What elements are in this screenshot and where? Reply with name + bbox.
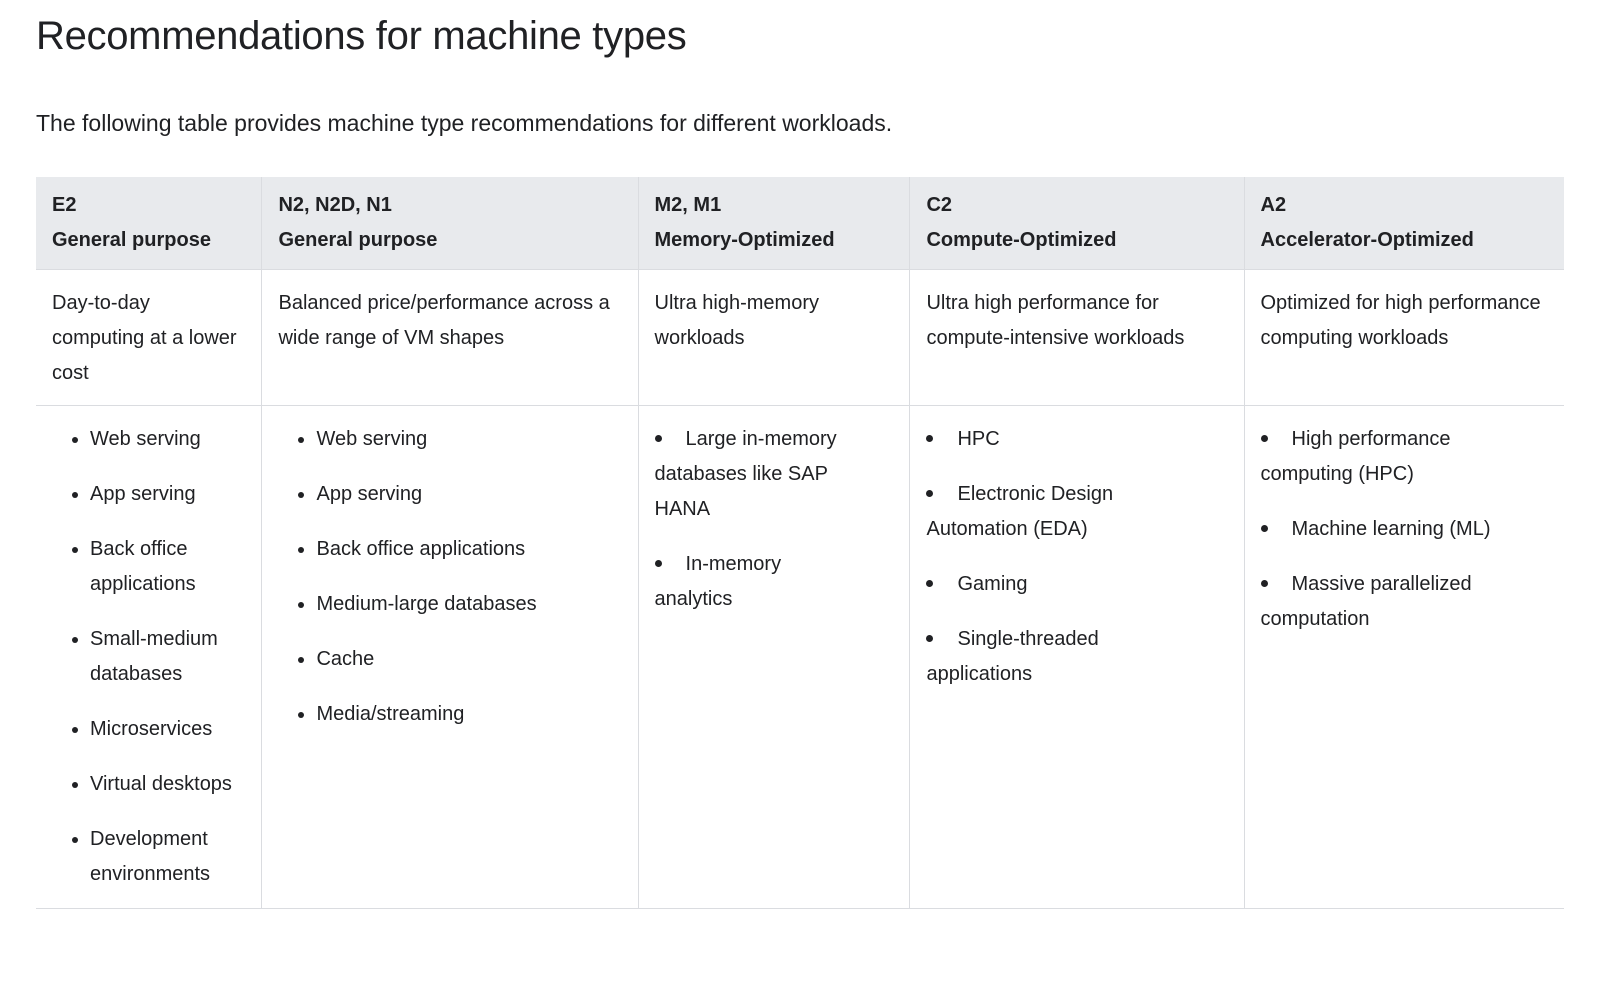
workloads-list [278, 422, 621, 732]
header-cell-c2 [910, 177, 1244, 270]
description-cell-c2: Ultra high performance for compute-intensive workloads [910, 270, 1244, 406]
workload-item: • Media/streaming [316, 697, 621, 732]
header-cell-m2 [638, 177, 910, 270]
page-title: Recommendations for machine types [36, 14, 687, 58]
workloads-cell-a2 [1244, 406, 1564, 909]
workload-item: • App serving [316, 477, 621, 512]
description-cell-n2: Balanced price/performance across a wide range of VM shapes [262, 270, 638, 406]
header-cell-n2 [262, 177, 638, 270]
workload-item: High performance computing (HPC) [1261, 422, 1509, 492]
workload-item: • Cache [316, 642, 621, 677]
workloads-cell-e2 [36, 406, 262, 909]
machine-series-category: Compute-Optimized [926, 229, 1117, 251]
machine-series-category: General purpose [278, 229, 438, 251]
workloads-list [52, 422, 245, 892]
machine-types-table [36, 177, 1564, 909]
header-cell-a2 [1244, 177, 1564, 270]
machine-series-name: E2 [52, 194, 77, 216]
workload-item: Machine learning (ML) [1261, 512, 1509, 547]
intro-text: The following table provides machine type recommendations for different workloads. [36, 110, 893, 136]
workloads-cell-c2 [910, 406, 1244, 909]
machine-series-category: Memory-Optimized [654, 229, 835, 251]
workloads-cell-m2 [638, 406, 910, 909]
description-cell-m2: Ultra high-memory workloads [638, 270, 910, 406]
workload-item: Electronic Design Automation (EDA) [926, 477, 1187, 547]
workload-item: Gaming [926, 567, 1187, 602]
workload-item: In-memory analytics [655, 547, 854, 617]
workload-item: • Web serving [90, 422, 245, 457]
table-header-row [36, 177, 1564, 270]
machine-series-category: Accelerator-Optimized [1260, 229, 1474, 251]
workload-item: HPC [926, 422, 1187, 457]
workload-item: Single-threaded applications [926, 622, 1187, 692]
workload-item: Massive parallelized computation [1261, 567, 1509, 637]
workloads-list [1261, 422, 1549, 637]
workloads-cell-n2 [262, 406, 638, 909]
workloads-list [655, 422, 894, 617]
machine-series-category: General purpose [52, 229, 211, 251]
workload-item: • Back office applications [90, 532, 245, 602]
machine-series-name: A2 [1260, 194, 1287, 216]
workload-item: • Small-medium databases [90, 622, 245, 692]
workload-item: • Back office applications [316, 532, 621, 567]
workload-item: • App serving [90, 477, 245, 512]
table-description-row [36, 270, 1564, 406]
workload-item: • Medium-large databases [316, 587, 621, 622]
workload-item: Large in-memory databases like SAP HANA [655, 422, 854, 527]
header-cell-e2 [36, 177, 262, 270]
workload-item: • Virtual desktops [90, 767, 245, 802]
machine-series-name: C2 [926, 194, 953, 216]
workloads-list [926, 422, 1227, 692]
description-cell-a2: Optimized for high performance computing workloads [1244, 270, 1564, 406]
workload-item: • Microservices [90, 712, 245, 747]
description-cell-e2: Day-to-day computing at a lower cost [36, 270, 262, 406]
workload-item: • Development environments [90, 822, 245, 892]
table-workloads-row [36, 406, 1564, 909]
machine-series-name: M2, M1 [654, 194, 722, 216]
workload-item: • Web serving [316, 422, 621, 457]
machine-series-name: N2, N2D, N1 [278, 194, 392, 216]
